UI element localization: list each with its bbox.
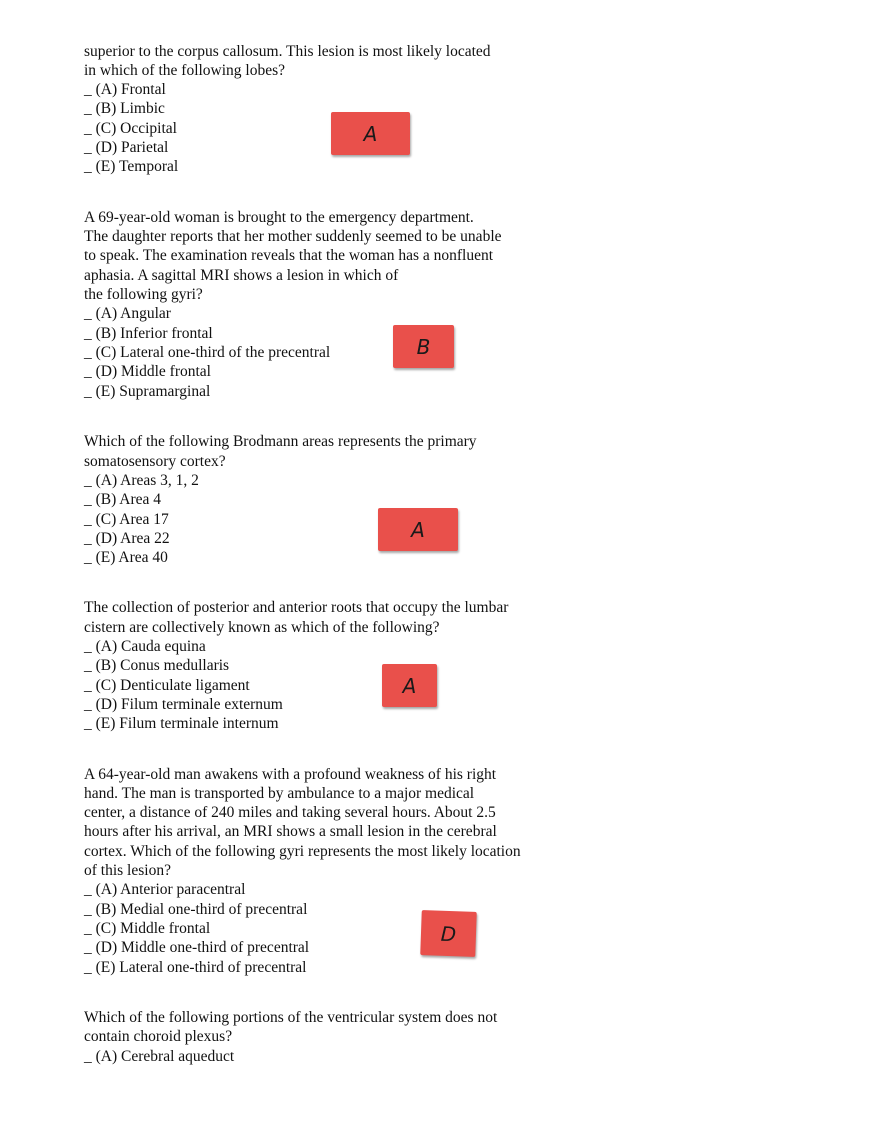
question-5-option-c: _ (C) Middle frontal xyxy=(84,920,211,937)
question-4-stem-line-1: The collection of posterior and anterior roots that occupy the lumbar xyxy=(84,599,509,616)
question-2-answer-letter: B xyxy=(416,334,431,359)
question-4-option-e: _ (E) Filum terminale internum xyxy=(84,715,279,732)
question-1-option-e: _ (E) Temporal xyxy=(84,158,179,175)
question-2-stem-line-1: A 69-year-old woman is brought to the emergency department. xyxy=(84,209,474,226)
question-5-stem-line-3: center, a distance of 240 miles and taking several hours. About 2.5 xyxy=(84,804,496,821)
question-4-stem-line-2: cistern are collectively known as which of the following? xyxy=(84,619,440,636)
question-1-option-b: _ (B) Limbic xyxy=(84,100,165,117)
question-4-answer-letter: A xyxy=(402,673,417,698)
question-6-stem-line-2: contain choroid plexus? xyxy=(84,1028,233,1045)
question-1-answer-sticky-note xyxy=(331,112,410,155)
question-1-option-d: _ (D) Parietal xyxy=(84,139,169,156)
question-4-option-b: _ (B) Conus medullaris xyxy=(84,657,230,674)
question-3-option-e: _ (E) Area 40 xyxy=(84,549,168,566)
question-5-answer-sticky-note xyxy=(420,910,477,957)
question-5-option-e: _ (E) Lateral one-third of precentral xyxy=(84,959,307,976)
question-5-stem-line-4: hours after his arrival, an MRI shows a small lesion in the cerebral xyxy=(84,823,497,840)
question-5-stem-line-2: hand. The man is transported by ambulance to a major medical xyxy=(84,785,475,802)
question-5-stem-line-1: A 64-year-old man awakens with a profound weakness of his right xyxy=(84,766,497,783)
question-1-stem-line-2: in which of the following lobes? xyxy=(84,62,286,79)
question-2-stem-line-3: to speak. The examination reveals that the woman has a nonfluent xyxy=(84,247,494,264)
question-5-answer-letter: D xyxy=(440,921,457,946)
question-3-answer-sticky-note xyxy=(378,508,458,551)
question-5-option-b: _ (B) Medial one-third of precentral xyxy=(84,901,308,918)
question-2-stem-line-2: The daughter reports that her mother suddenly seemed to be unable xyxy=(84,228,502,245)
question-5-stem-line-6: of this lesion? xyxy=(84,862,171,879)
question-2-option-e: _ (E) Supramarginal xyxy=(84,383,211,400)
question-4-option-d: _ (D) Filum terminale externum xyxy=(84,696,283,713)
question-1-option-c: _ (C) Occipital xyxy=(84,120,177,137)
question-2-stem-line-4: aphasia. A sagittal MRI shows a lesion in which of xyxy=(84,267,399,284)
question-3-stem-line-2: somatosensory cortex? xyxy=(84,453,226,470)
question-4-option-a: _ (A) Cauda equina xyxy=(84,638,206,655)
question-2-option-b: _ (B) Inferior frontal xyxy=(84,325,213,342)
question-1-option-a: _ (A) Frontal xyxy=(84,81,166,98)
question-1-stem-line-1: superior to the corpus callosum. This lesion is most likely located xyxy=(84,43,491,60)
question-2-answer-sticky-note xyxy=(393,325,454,368)
question-5-stem-line-5: cortex. Which of the following gyri represents the most likely location xyxy=(84,843,521,860)
question-1-answer-letter: A xyxy=(363,121,378,146)
question-3-stem-line-1: Which of the following Brodmann areas represents the primary xyxy=(84,433,477,450)
question-3-option-c: _ (C) Area 17 xyxy=(84,511,169,528)
question-4-option-c: _ (C) Denticulate ligament xyxy=(84,677,250,694)
question-3-option-d: _ (D) Area 22 xyxy=(84,530,170,547)
question-5-option-d: _ (D) Middle one-third of precentral xyxy=(84,939,310,956)
question-3-option-a: _ (A) Areas 3, 1, 2 xyxy=(84,472,199,489)
question-3-option-b: _ (B) Area 4 xyxy=(84,491,162,508)
question-6-option-a: _ (A) Cerebral aqueduct xyxy=(84,1048,235,1065)
question-2-option-d: _ (D) Middle frontal xyxy=(84,363,211,380)
question-6-stem-line-1: Which of the following portions of the ventricular system does not xyxy=(84,1009,498,1026)
question-4-answer-sticky-note xyxy=(382,664,437,707)
question-2-option-a: _ (A) Angular xyxy=(84,305,171,322)
question-5-option-a: _ (A) Anterior paracentral xyxy=(84,881,246,898)
question-2-option-c: _ (C) Lateral one-third of the precentral xyxy=(84,344,331,361)
question-2-stem-line-5: the following gyri? xyxy=(84,286,203,303)
question-3-answer-letter: A xyxy=(411,517,425,542)
